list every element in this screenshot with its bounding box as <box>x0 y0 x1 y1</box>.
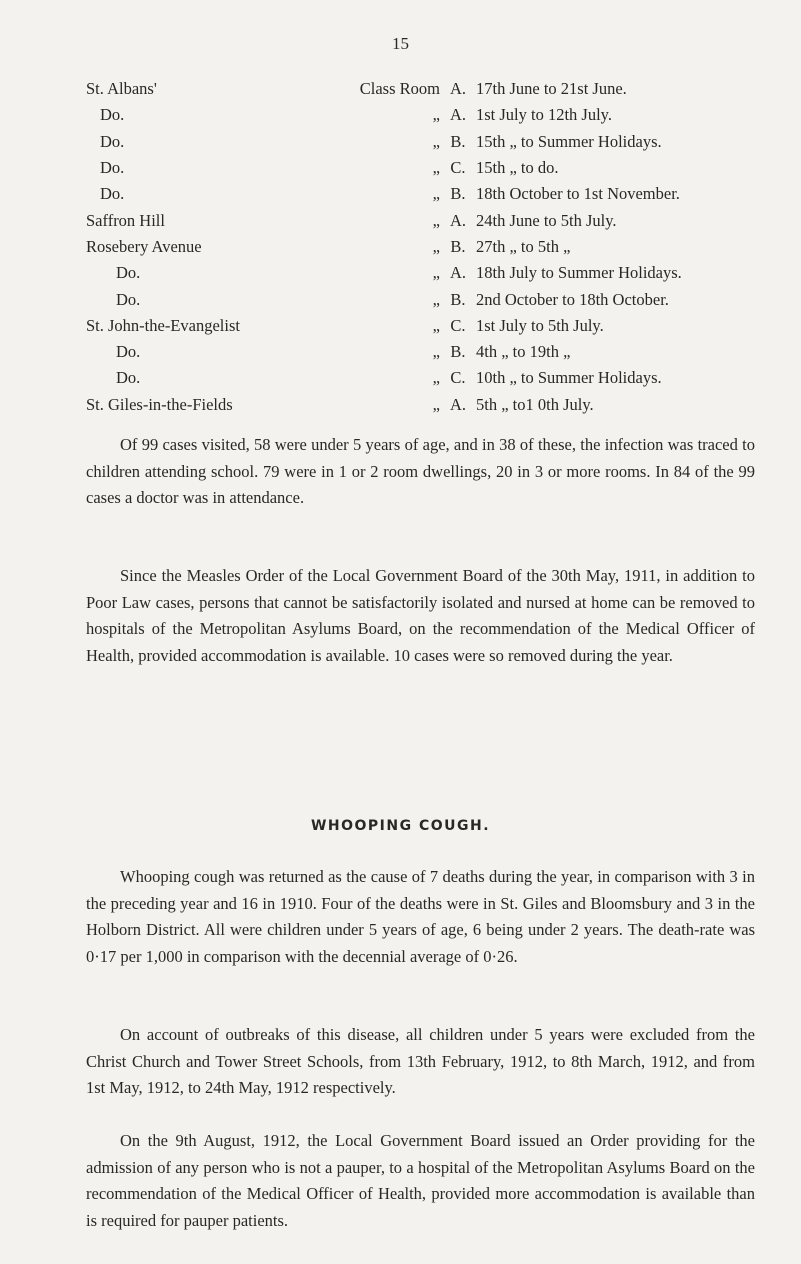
room-letter: C. <box>450 158 466 178</box>
room-letter: A. <box>449 210 467 230</box>
school-name: St. John-the-Evangelist <box>86 315 240 335</box>
section-heading: WHOOPING COUGH. <box>310 818 491 834</box>
school-name: Rosebery Avenue <box>86 236 202 256</box>
table-row <box>86 339 682 365</box>
table-row <box>86 234 682 260</box>
table-row <box>86 181 682 207</box>
table-row <box>86 392 682 418</box>
closure-period: 10th „ to Summer Holidays. <box>476 368 662 388</box>
table-row <box>86 207 682 233</box>
paragraph-text: On the 9th August, 1912, the Local Government Board issued an Order providing for the admission of any person who is not a pauper, to a hospital of the Metropolitan Asylums Board on the recommendation of the Medical Officer of Health, provided more accommodation is available than is required for pauper patients. <box>86 1131 755 1230</box>
room-letter: A. <box>449 79 467 99</box>
room-letter: B. <box>450 236 466 256</box>
closure-period: 17th June to 21st June. <box>476 79 627 99</box>
paragraph-text: Since the Measles Order of the Local Government Board of the 30th May, 1911, in addition to Poor Law cases, persons that cannot be satisfactorily isolated and nursed at home can be removed to hospitals of the Metropolitan Asylums Board, on the recommendation of the Medical Officer of Health, provided accommodation is available. 10 cases were so removed during the year. <box>86 566 755 665</box>
class-room-label: „ <box>432 184 440 204</box>
class-room-label: „ <box>432 158 440 178</box>
class-room-label: „ <box>432 263 440 283</box>
closure-period: 18th October to 1st November. <box>476 184 680 204</box>
closure-period: 1st July to 5th July. <box>476 315 604 335</box>
cases-summary-paragraph <box>86 432 755 512</box>
school-name: Do. <box>116 289 141 309</box>
closure-period: 24th June to 5th July. <box>476 210 617 230</box>
school-name: St. Albans' <box>86 79 157 99</box>
school-name: St. Giles-in-the-Fields <box>86 394 233 414</box>
room-letter: A. <box>449 105 467 125</box>
class-room-label: Class Room <box>359 79 440 99</box>
closure-period: 1st July to 12th July. <box>476 105 612 125</box>
school-name: Do. <box>116 263 141 283</box>
table-row <box>86 76 682 102</box>
class-room-label: „ <box>432 315 440 335</box>
class-room-label: „ <box>432 236 440 256</box>
closure-period: 2nd October to 18th October. <box>476 289 669 309</box>
school-name: Saffron Hill <box>86 210 165 230</box>
paragraph-text: Whooping cough was returned as the cause of 7 deaths during the year, in comparison with 3 in the preceding year and 16 in 1910. Four of the deaths were in St. Giles and Bloomsbury and 3 in the Holborn District. All were children under 5 years of age, 6 being under 2 years. The death-rate was 0·17 per 1,000 in comparison with the decennial average of 0·26. <box>86 867 755 966</box>
table-row <box>86 365 682 391</box>
table-row <box>86 102 682 128</box>
school-name: Do. <box>116 368 141 388</box>
table-row <box>86 155 682 181</box>
class-room-label: „ <box>432 210 440 230</box>
school-closures-table <box>86 76 682 418</box>
room-letter: C. <box>450 368 466 388</box>
closure-period: 15th „ to do. <box>476 158 559 178</box>
school-name: Do. <box>116 342 141 362</box>
table-row <box>86 260 682 286</box>
paragraph-text: Of 99 cases visited, 58 were under 5 years of age, and in 38 of these, the infection was traced to children attending school. 79 were in 1 or 2 room dwellings, 20 in 3 or more rooms. In 84 of the 99 cases a doctor was in attendance. <box>86 435 755 507</box>
room-letter: B. <box>450 342 466 362</box>
closure-period: 4th „ to 19th „ <box>476 342 571 362</box>
class-room-label: „ <box>432 131 440 151</box>
room-letter: B. <box>450 184 466 204</box>
school-name: Do. <box>100 158 125 178</box>
room-letter: B. <box>450 131 466 151</box>
class-room-label: „ <box>432 289 440 309</box>
school-name: Do. <box>100 131 125 151</box>
closure-period: 27th „ to 5th „ <box>476 236 571 256</box>
measles-order-paragraph <box>86 563 755 669</box>
table-row <box>86 313 682 339</box>
class-room-label: „ <box>432 368 440 388</box>
admission-order-paragraph <box>86 1128 755 1234</box>
closure-period: 18th July to Summer Holidays. <box>476 263 682 283</box>
school-exclusion-paragraph <box>86 1022 755 1102</box>
table-row <box>86 286 682 312</box>
class-room-label: „ <box>432 342 440 362</box>
room-letter: A. <box>449 394 467 414</box>
whooping-deaths-paragraph <box>86 864 755 970</box>
paragraph-text: On account of outbreaks of this disease, all children under 5 years were excluded from the Christ Church and Tower Street Schools, from 13th February, 1912, to 8th March, 1912, and from 1st May, 1912, to 24th May, 1912 respectively. <box>86 1025 755 1097</box>
table-row <box>86 129 682 155</box>
class-room-label: „ <box>432 105 440 125</box>
closure-period: 5th „ to1 0th July. <box>476 394 594 414</box>
class-room-label: „ <box>432 394 440 414</box>
room-letter: C. <box>450 315 466 335</box>
room-letter: A. <box>449 263 467 283</box>
school-name: Do. <box>100 105 125 125</box>
room-letter: B. <box>450 289 466 309</box>
closure-period: 15th „ to Summer Holidays. <box>476 131 662 151</box>
school-name: Do. <box>100 184 125 204</box>
page-number: 15 <box>392 34 409 53</box>
